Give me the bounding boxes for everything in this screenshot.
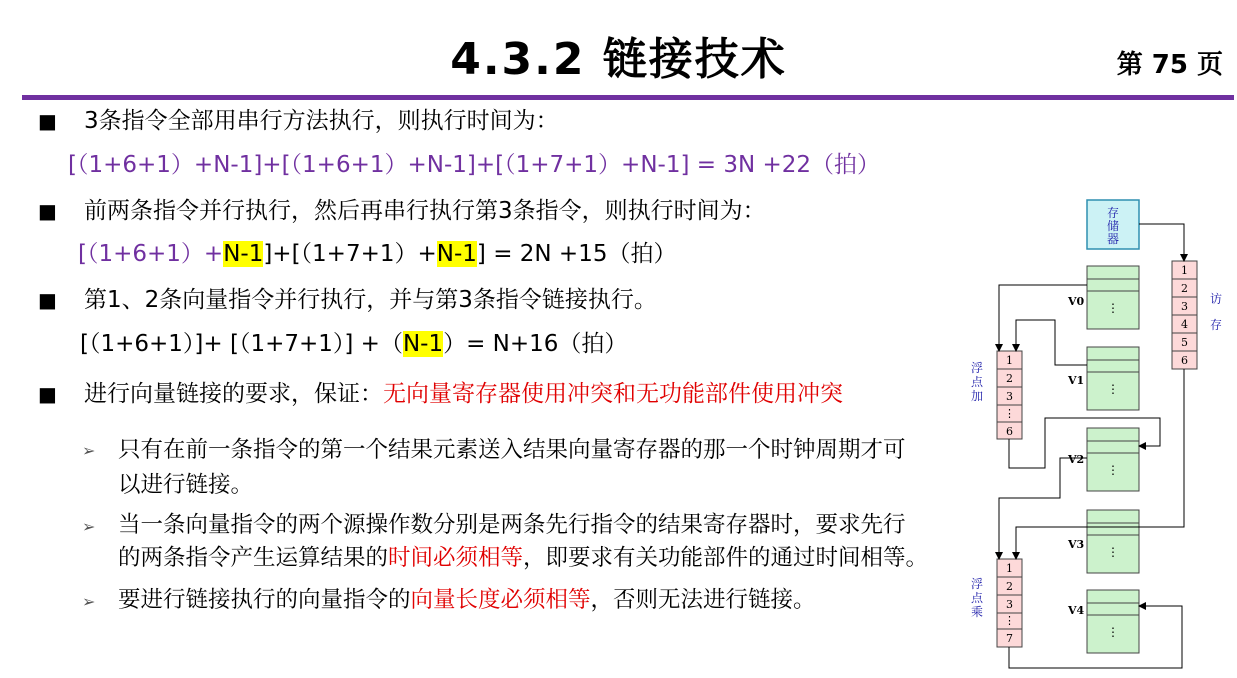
formula-part: [（1+6+1）]+ [（1+7+1）] +（: [80, 331, 403, 357]
chevron-right-icon: ➢: [82, 441, 96, 460]
requirement-emphasis: 无向量寄存器使用冲突和无功能部件使用冲突: [383, 381, 843, 407]
memory-box: [1087, 200, 1139, 249]
formula-serial: [（1+6+1）+N-1]+[（1+6+1）+N-1]+[（1+7+1）+N-1] = 3N +22（拍）: [68, 152, 881, 178]
stage-label: 3: [1006, 598, 1013, 611]
float-mul-pipeline: [997, 559, 1022, 647]
sub-item-1-line-2: 以进行链接。: [118, 472, 254, 498]
bullet-square-icon: ■: [38, 109, 57, 133]
register-label: V4: [1068, 604, 1085, 617]
access-pipeline: [1172, 261, 1197, 369]
stage-label: 7: [1006, 632, 1013, 645]
float-add-label: 浮: [970, 361, 984, 375]
float-mul-label: 乘: [970, 605, 984, 619]
stage-label: ⋮: [1004, 614, 1015, 627]
stage-label: 6: [1006, 425, 1013, 438]
bullet-3-text: 第1、2条向量指令并行执行，并与第3条指令链接执行。: [84, 287, 657, 313]
float-add-pipeline: [997, 351, 1022, 439]
vector-register-v3: [1087, 510, 1139, 573]
formula-part: ）= N+16（拍）: [443, 331, 628, 357]
memory-label: 器: [1106, 232, 1120, 246]
sub-item-1-line-1: 只有在前一条指令的第一个结果元素送入结果向量寄存器的那一个时钟周期才可: [118, 437, 906, 463]
bullet-square-icon: ■: [38, 288, 57, 312]
text-emphasis: 时间必须相等: [388, 545, 524, 571]
stage-label: 3: [1006, 390, 1013, 403]
stage-label: 2: [1006, 372, 1013, 385]
formula-highlight: N-1: [436, 241, 477, 267]
page-number: 第 75 页: [1116, 50, 1223, 80]
float-add-label: 加: [970, 389, 984, 403]
vector-register-v2: [1087, 428, 1139, 491]
chevron-right-icon: ➢: [82, 517, 96, 536]
text-part: 的两条指令产生运算结果的: [118, 545, 389, 571]
register-dots: ⋮: [1107, 463, 1119, 477]
register-dots: ⋮: [1107, 301, 1119, 315]
sub-item-2-line-1: 当一条向量指令的两个源操作数分别是两条先行指令的结果寄存器时，要求先行: [118, 512, 906, 538]
register-label: V3: [1068, 538, 1085, 551]
vector-register-v1: [1087, 347, 1139, 410]
text-part: 要进行链接执行的向量指令的: [118, 587, 411, 613]
text-part: ，即要求有关功能部件的通过时间相等。: [523, 545, 929, 571]
stage-label: 5: [1181, 336, 1188, 349]
stage-label: 4: [1181, 318, 1188, 331]
register-dots: ⋮: [1107, 545, 1119, 559]
text-part: ，否则无法进行链接。: [590, 587, 816, 613]
access-label: 访: [1210, 292, 1223, 306]
float-mul-label: 浮: [970, 577, 984, 591]
float-mul-label: 点: [970, 591, 984, 605]
vector-register-v4: [1087, 590, 1139, 653]
vector-register-v0: [1087, 266, 1139, 329]
stage-label: 1: [1181, 264, 1188, 277]
register-label: V0: [1068, 295, 1085, 308]
register-label: V1: [1068, 374, 1085, 387]
memory-label: 储: [1106, 219, 1120, 233]
bullet-1-text: 3条指令全部用串行方法执行，则执行时间为：: [84, 108, 559, 134]
register-dots: ⋮: [1107, 382, 1119, 396]
stage-label: 2: [1006, 580, 1013, 593]
memory-label: 存: [1106, 206, 1120, 220]
stage-label: 1: [1006, 562, 1013, 575]
register-label: V2: [1068, 453, 1085, 466]
formula-part: ] = 2N +15（拍）: [476, 241, 677, 267]
formula-highlight: N-1: [402, 331, 444, 357]
stage-label: 6: [1181, 354, 1188, 367]
bullet-2-text: 前两条指令并行执行，然后再串行执行第3条指令，则执行时间为：: [84, 198, 766, 224]
float-add-label: 点: [970, 375, 984, 389]
formula-part: ]+[（1+7+1）+: [263, 241, 437, 267]
requirement-label: 进行向量链接的要求，保证：: [84, 381, 383, 407]
stage-label: 1: [1006, 354, 1013, 367]
text-emphasis: 向量长度必须相等: [410, 587, 591, 613]
bullet-square-icon: ■: [38, 199, 57, 223]
access-label: 存: [1210, 318, 1223, 332]
formula-highlight: N-1: [223, 241, 264, 267]
page-title: 4.3.2 链接技术: [450, 34, 787, 85]
stage-label: 2: [1181, 282, 1188, 295]
stage-label: ⋮: [1004, 407, 1015, 420]
stage-label: 3: [1181, 300, 1188, 313]
bullet-square-icon: ■: [38, 382, 57, 406]
chevron-right-icon: ➢: [82, 592, 96, 611]
formula-part: [（1+6+1）+: [78, 241, 224, 267]
register-dots: ⋮: [1107, 625, 1119, 639]
